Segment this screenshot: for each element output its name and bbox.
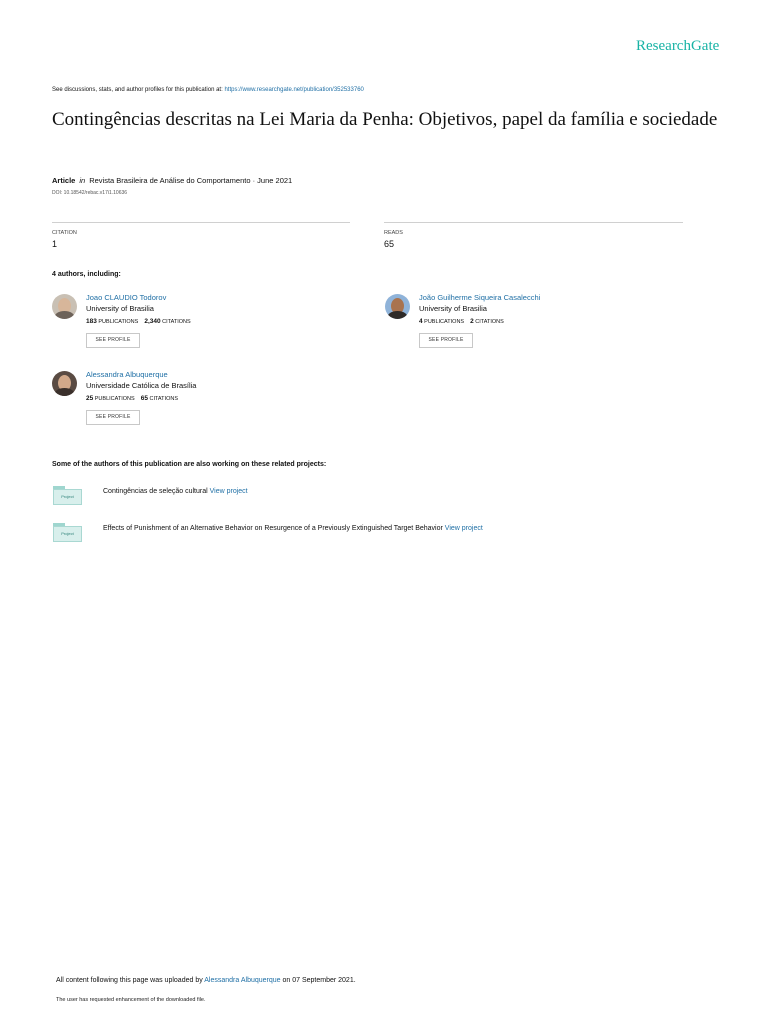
avatar[interactable] — [52, 294, 77, 319]
upload-prefix: All content following this page was uploaded by — [56, 977, 205, 984]
journal-name: Revista Brasileira de Análise do Comportamento · June 2021 — [89, 176, 293, 185]
doi-text: DOI: 10.18542/rebac.v17i1.10636 — [52, 190, 128, 196]
view-project-link[interactable]: View project — [444, 525, 483, 532]
citations-label: CITATIONS — [149, 396, 178, 402]
author-name-link[interactable]: João Guilherme Siqueira Casalecchi — [419, 293, 541, 302]
researchgate-logo[interactable]: ResearchGate — [636, 38, 720, 54]
author-institution: Universidade Católica de Brasília — [86, 381, 197, 390]
see-profile-button[interactable]: SEE PROFILE — [86, 333, 140, 348]
publication-title: Contingências descritas na Lei Maria da Penha: Objetivos, papel da família e sociedade — [52, 109, 718, 130]
avatar[interactable] — [385, 294, 410, 319]
meta-in: in — [79, 176, 86, 185]
citations-label: CITATIONS — [162, 319, 191, 325]
author-stats — [86, 318, 191, 325]
publications-label: PUBLICATIONS — [98, 319, 139, 325]
related-projects-heading: Some of the authors of this publication are also working on these related projects: — [52, 461, 327, 468]
see-profile-button[interactable]: SEE PROFILE — [419, 333, 473, 348]
citations-count: 65 — [140, 395, 148, 402]
discussion-line — [52, 87, 364, 93]
citations-count: 2,340 — [144, 318, 161, 325]
avatar[interactable] — [52, 371, 77, 396]
uploader-link[interactable]: Alessandra Albuquerque — [204, 977, 281, 984]
project-folder-icon — [52, 523, 83, 543]
avatar-shoulders — [387, 311, 408, 319]
reads-label: READS — [384, 230, 403, 236]
divider-left — [52, 222, 350, 223]
project-entry — [103, 488, 248, 495]
publications-count: 183 — [86, 318, 97, 325]
see-profile-button[interactable]: SEE PROFILE — [86, 410, 140, 425]
avatar-shoulders — [54, 388, 75, 396]
discussion-text: See discussions, stats, and author profiles for this publication at: — [52, 87, 225, 93]
author-stats — [86, 395, 178, 402]
citation-label: CITATION — [52, 230, 77, 236]
citations-count: 2 — [470, 318, 474, 325]
avatar-shoulders — [54, 311, 75, 319]
authors-heading: 4 authors, including: — [52, 271, 121, 278]
publications-label: PUBLICATIONS — [94, 396, 135, 402]
author-name-link[interactable]: Alessandra Albuquerque — [86, 370, 168, 379]
publication-url-link[interactable]: https://www.researchgate.net/publication/352533760 — [224, 87, 364, 93]
citations-label: CITATIONS — [475, 319, 504, 325]
view-project-link[interactable]: View project — [209, 488, 248, 495]
project-title: Contingências de seleção cultural — [103, 488, 210, 495]
author-name-link[interactable]: Joao CLAUDIO Todorov — [86, 293, 167, 302]
upload-suffix: on 07 September 2021. — [280, 977, 356, 984]
publications-count: 25 — [86, 395, 94, 402]
citation-count: 1 — [52, 239, 58, 249]
publications-count: 4 — [419, 318, 423, 325]
article-type: Article — [52, 176, 76, 185]
publication-meta — [52, 176, 292, 185]
project-entry — [103, 525, 483, 532]
reads-count: 65 — [384, 239, 395, 249]
divider-right — [384, 222, 683, 223]
author-institution: University of Brasilia — [86, 304, 154, 313]
project-icon-label: Project — [53, 489, 82, 505]
author-stats — [419, 318, 504, 325]
upload-notice — [56, 977, 356, 984]
enhancement-note: The user has requested enhancement of the downloaded file. — [56, 997, 206, 1003]
project-folder-icon — [52, 486, 83, 506]
project-icon-label: Project — [53, 526, 82, 542]
project-title: Effects of Punishment of an Alternative Behavior on Resurgence of a Previously Extinguished Target Behavior — [103, 525, 445, 532]
publications-label: PUBLICATIONS — [424, 319, 465, 325]
author-institution: University of Brasilia — [419, 304, 487, 313]
